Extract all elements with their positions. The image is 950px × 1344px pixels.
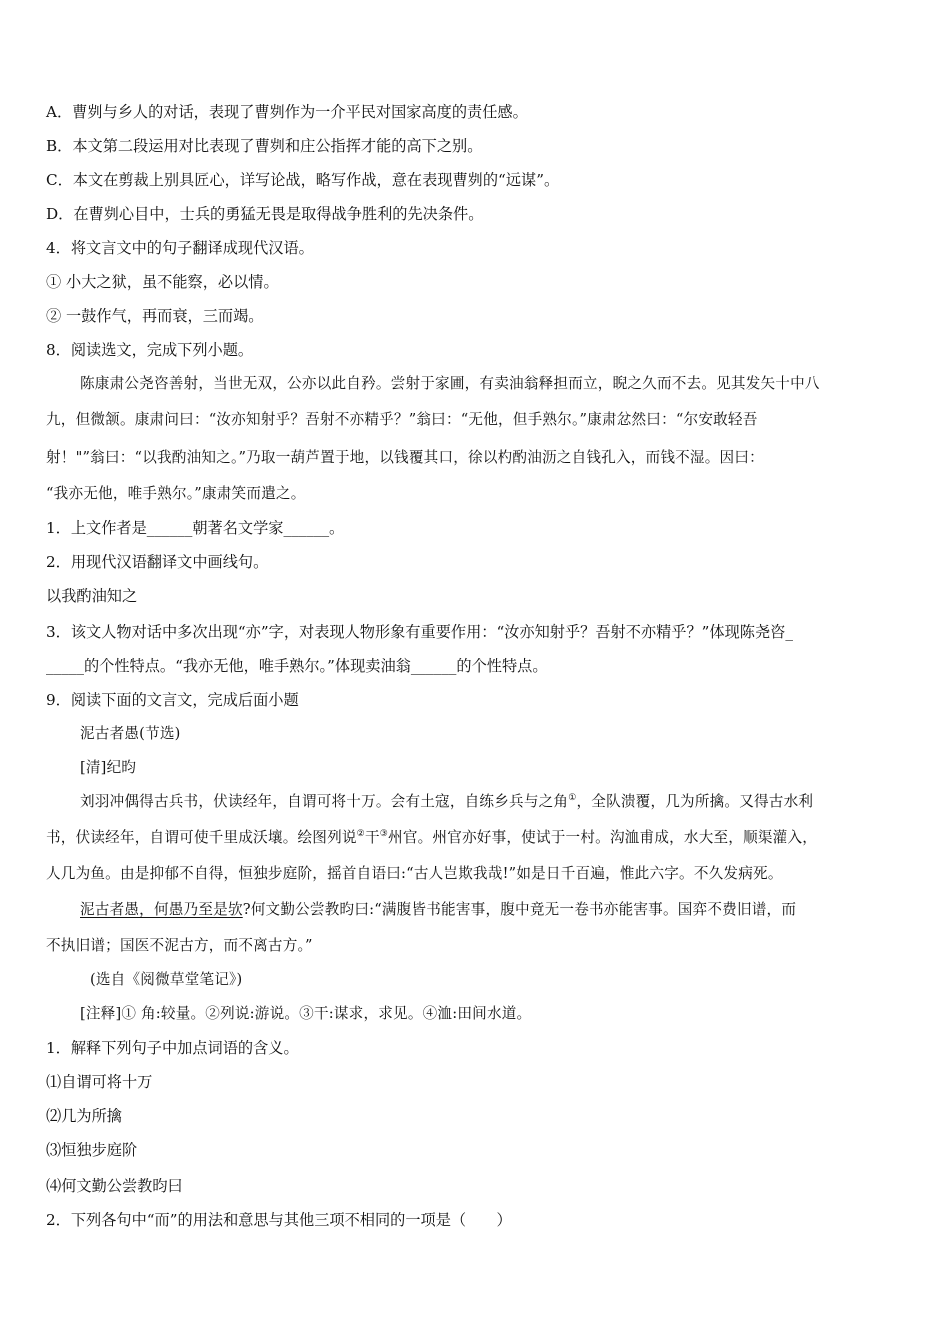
note-mark-1: ①	[568, 793, 577, 803]
q9-item-4: ⑷何文勤公尝教昀曰	[46, 1177, 183, 1195]
option-c: C．本文在剪裁上别具匠心，详写论战，略写作战，意在表现曹刿的“远谋”。	[46, 171, 560, 189]
q4-sentence-1: ① 小大之狱，虽不能察，必以情。	[46, 273, 279, 291]
q8-passage-line-4: “我亦无他，唯手熟尔。”康肃笑而遣之。	[46, 485, 306, 502]
underlined-sentence: 泥古者愚，何愚乃至是欤	[80, 901, 243, 918]
q9-passage-line-1	[80, 792, 910, 812]
essay-title: 泥古者愚(节选)	[80, 725, 181, 742]
q9-passage-line-2	[46, 828, 910, 848]
q9-passage-line-3: 人几为鱼。由是抑郁不自得，恒独步庭阶，摇首自语曰:“古人岂欺我哉!”如是日千百遍，惟此六字。不久发病死。	[46, 865, 783, 882]
q8-question-2: 2．用现代汉语翻译文中画线句。	[46, 553, 269, 571]
q9-question-2: 2．下列各句中“而”的用法和意思与其他三项不相同的一项是（ ）	[46, 1211, 512, 1229]
option-b: B．本文第二段运用对比表现了曹刿和庄公指挥才能的高下之别。	[46, 137, 483, 155]
note-mark-2: ②	[356, 829, 365, 839]
q4-sentence-2: ② 一鼓作气，再而衰，三而竭。	[46, 307, 264, 325]
q8-title: 8．阅读选文，完成下列小题。	[46, 341, 254, 359]
q4-title: 4．将文言文中的句子翻译成现代汉语。	[46, 239, 314, 257]
q8-passage-line-1: 陈康肃公尧咨善射，当世无双，公亦以此自矜。尝射于家圃，有卖油翁释担而立，睨之久而不去。见其发矢十中八	[80, 375, 820, 392]
essay-author: [清]纪昀	[80, 759, 137, 776]
q9-item-3: ⑶恒独步庭阶	[46, 1141, 138, 1159]
q9-p1b: ，全队溃覆，几为所擒。又得古水利	[576, 793, 814, 810]
q8-question-3-line-2: _____的个性特点。“我亦无他，唯手熟尔。”体现卖油翁______的个性特点。	[46, 657, 548, 675]
q9-passage-line-4	[80, 900, 910, 920]
q8-passage-line-2: 九，但微颔。康肃问曰：“汝亦知射乎？吾射不亦精乎？”翁曰：“无他，但手熟尔。”康肃忿然曰：“尔安敢轻吾	[46, 411, 758, 428]
q8-question-2-sentence: 以我酌油知之	[46, 587, 138, 605]
q9-item-1: ⑴自谓可将十万	[46, 1073, 153, 1091]
q8-passage-line-3: 射！"”翁曰：“以我酌油知之。”乃取一葫芦置于地，以钱覆其口，徐以杓酌油沥之自钱孔入，而钱不湿。因曰：	[46, 449, 764, 466]
q9-question-1: 1．解释下列句子中加点词语的含义。	[46, 1039, 299, 1057]
q8-question-1: 1．上文作者是______朝著名文学家______。	[46, 519, 345, 537]
q9-p1a: 刘羽冲偶得古兵书，伏读经年，自谓可将十万。会有土寇，自练乡兵与之角	[80, 793, 569, 810]
note-mark-3: ③	[379, 829, 389, 839]
essay-source: (选自《阅微草堂笔记》)	[90, 971, 243, 988]
q9-p2m: 干	[364, 829, 380, 846]
essay-notes: [注释]① 角:较量。②列说:游说。③干:谋求，求见。④洫:田间水道。	[80, 1005, 532, 1022]
q9-p2: 书，伏读经年，自谓可使千里成沃壤。绘图列说	[46, 829, 357, 846]
option-a: A．曹刿与乡人的对话，表现了曹刿作为一介平民对国家高度的责任感。	[46, 103, 528, 121]
q9-p4: ?何文勤公尝教昀曰:“满腹皆书能害事，腹中竟无一卷书亦能害事。国弈不费旧谱，而	[242, 901, 797, 918]
q9-item-2: ⑵几为所擒	[46, 1107, 122, 1125]
q8-question-3-line-1: 3．该文人物对话中多次出现“亦”字，对表现人物形象有重要作用：“汝亦知射乎？吾射不亦精乎？”体现陈尧咨_	[46, 623, 793, 641]
q9-passage-line-5: 不执旧谱；国医不泥古方，而不离古方。”	[46, 937, 313, 954]
q9-p2e: 州官。州官亦好事，使试于一村。沟洫甫成，水大至，顺渠灌入，	[388, 829, 818, 846]
q9-title: 9．阅读下面的文言文，完成后面小题	[46, 691, 299, 709]
option-d: D．在曹刿心目中，士兵的勇猛无畏是取得战争胜利的先决条件。	[46, 205, 484, 223]
